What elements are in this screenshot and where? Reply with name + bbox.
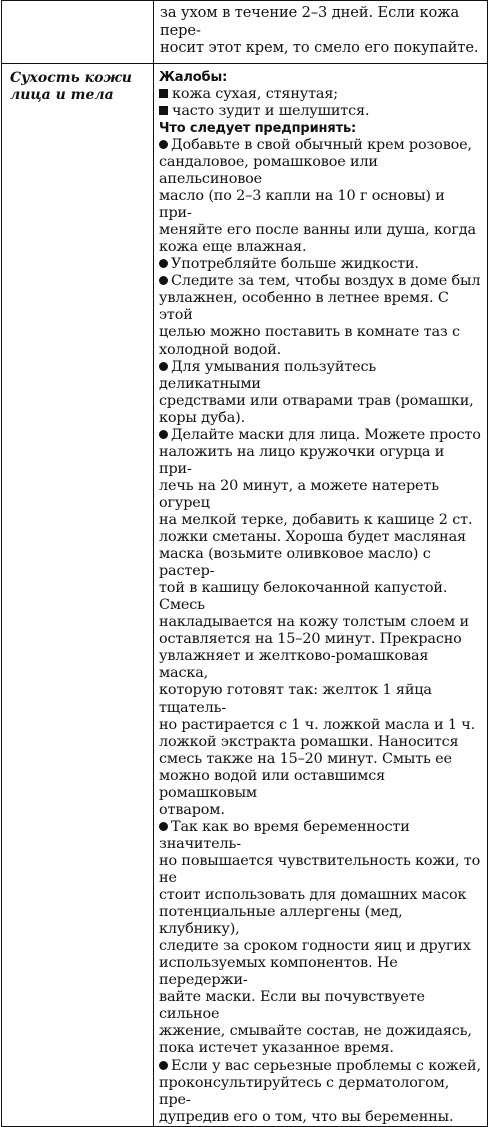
action-text: которую готовят так: желток 1 яйца тщатель- xyxy=(159,682,432,716)
round-bullet-icon xyxy=(159,1061,168,1070)
action-item xyxy=(159,427,481,819)
action-text: коры дуба). xyxy=(159,409,246,426)
action-line xyxy=(159,580,481,614)
action-line xyxy=(159,1040,481,1057)
round-bullet-icon xyxy=(159,140,168,149)
action-line xyxy=(159,239,481,256)
condition-line: Сухость кожи xyxy=(10,69,132,86)
action-text: пока истечет указанное время. xyxy=(159,1040,394,1057)
action-line xyxy=(159,631,481,648)
action-text: ложкой экстракта ромашки. Наносится xyxy=(159,733,459,750)
action-item xyxy=(159,359,481,427)
complaints-heading: Жалобы: xyxy=(159,69,228,85)
action-text: жжение, смывайте состав, не дожидаясь, xyxy=(159,1023,472,1040)
action-line xyxy=(159,768,481,802)
action-line xyxy=(159,137,481,154)
square-bullet-icon xyxy=(159,106,168,115)
action-line xyxy=(159,717,481,734)
action-line xyxy=(159,359,481,393)
action-line xyxy=(159,290,481,324)
action-line xyxy=(159,751,481,768)
action-line xyxy=(159,819,481,853)
action-text: используемых компонентов. Не передержи- xyxy=(159,955,398,989)
action-text: увлажнен, особенно в летнее время. С этой xyxy=(159,290,449,324)
action-line xyxy=(159,410,481,427)
round-bullet-icon xyxy=(159,430,168,439)
action-line xyxy=(159,512,481,529)
action-text: маска (возьмите оливковое масло) с растер- xyxy=(159,546,431,580)
action-text: на мелкой терке, добавить к кашице 2 ст. xyxy=(159,512,473,528)
condition-title xyxy=(2,64,153,105)
advice-body xyxy=(154,64,487,1126)
action-text: Делайте маски для лица. Можете просто xyxy=(171,426,481,443)
action-text: отваром. xyxy=(159,801,225,818)
action-text: но растирается с 1 ч. ложкой масла и 1 ч. xyxy=(159,716,476,733)
action-text: кожа еще влажная. xyxy=(159,239,307,256)
action-line xyxy=(159,1075,481,1109)
action-line xyxy=(159,529,481,546)
complaint-item xyxy=(159,103,481,120)
action-line xyxy=(159,853,481,887)
action-text: той в кашицу белокочанной капустой. Смесь xyxy=(159,580,448,614)
action-line xyxy=(159,478,481,512)
action-item xyxy=(159,819,481,1058)
action-text: накладывается на кожу толстым слоем и xyxy=(159,614,469,631)
action-text: вайте маски. Если вы почувствуете сильное xyxy=(159,989,425,1023)
action-text: холодной водой. xyxy=(159,341,282,358)
action-line xyxy=(159,802,481,819)
round-bullet-icon xyxy=(159,362,168,371)
action-line xyxy=(159,546,481,580)
round-bullet-icon xyxy=(159,822,168,831)
round-bullet-icon xyxy=(159,259,168,268)
action-line xyxy=(159,904,481,938)
action-line xyxy=(159,393,481,410)
actions-heading: Что следует предпринять: xyxy=(159,120,357,136)
action-text: целью можно поставить в комнате таз с xyxy=(159,324,460,341)
action-line xyxy=(159,324,481,341)
action-line xyxy=(159,648,481,682)
action-text: масло (по 2–3 капли на 10 г основы) и при- xyxy=(159,188,445,222)
actions-list xyxy=(159,137,481,1126)
complaint-text: часто зудит и шелушится. xyxy=(172,102,370,119)
empty-condition-cell xyxy=(2,1,154,64)
advice-table xyxy=(1,0,488,1127)
action-line xyxy=(159,938,481,955)
action-line xyxy=(159,427,481,444)
action-text: потенциальные аллергены (мед, клубнику), xyxy=(159,904,403,938)
complaint-text: кожа сухая, стянутая; xyxy=(172,85,338,102)
action-text: оставляется на 15–20 минут. Прекрасно xyxy=(159,631,462,648)
action-line xyxy=(159,444,481,478)
action-item xyxy=(159,137,481,256)
action-text: проконсультируйтесь с дерматологом, пре- xyxy=(159,1074,450,1108)
action-text: Добавьте в свой обычный крем розовое, xyxy=(171,136,472,153)
action-text: Если у вас серьезные проблемы с кожей, xyxy=(171,1057,481,1074)
action-text: следите за сроком годности яиц и других xyxy=(159,938,471,955)
action-line xyxy=(159,734,481,751)
continuation-cell xyxy=(154,1,488,64)
action-line xyxy=(159,222,481,239)
action-line xyxy=(159,682,481,716)
action-text: Употребляйте больше жидкости. xyxy=(171,256,419,273)
action-line xyxy=(159,1023,481,1040)
action-text: Для умывания пользуйтесь деликатными xyxy=(159,358,377,392)
action-item xyxy=(159,273,481,358)
continuation-text xyxy=(154,1,487,63)
complaint-item xyxy=(159,86,481,103)
action-text: ложки сметаны. Хороша будет масляная xyxy=(159,529,466,546)
action-line xyxy=(159,1058,481,1075)
action-text: можно водой или оставшимся ромашковым xyxy=(159,767,386,801)
condition-cell xyxy=(2,63,154,1126)
action-text: меняйте его после ванны или душа, когда xyxy=(159,222,476,239)
action-text: сандаловое, ромашковое или апельсиновое xyxy=(159,154,378,188)
continuation-line: за ухом в течение 2–3 дней. Если кожа пере- xyxy=(160,4,460,39)
continuation-line: носит этот крем, то смело его покупайте. xyxy=(160,39,479,57)
action-text: стоит использовать для домашних масок xyxy=(159,887,467,904)
condition-line: лица и тела xyxy=(10,87,114,104)
advice-cell xyxy=(154,63,488,1126)
action-text: Следите за тем, чтобы воздух в доме был xyxy=(171,273,481,290)
action-text: смесь также на 15–20 минут. Смыть ее xyxy=(159,750,452,767)
action-item xyxy=(159,1058,481,1126)
action-line xyxy=(159,1109,481,1126)
action-line xyxy=(159,887,481,904)
action-text: но повышается чувствительность кожи, то не xyxy=(159,852,481,886)
action-line xyxy=(159,955,481,989)
round-bullet-icon xyxy=(159,276,168,285)
square-bullet-icon xyxy=(159,89,168,98)
action-line xyxy=(159,154,481,188)
action-text: увлажняет и желтково-ромашковая маска, xyxy=(159,648,429,682)
action-text: Так как во время беременности значитель- xyxy=(159,818,410,852)
action-line xyxy=(159,256,481,273)
action-text: дупредив его о том, что вы беременны. xyxy=(159,1108,454,1125)
action-line xyxy=(159,342,481,359)
action-text: средствами или отварами трав (ромашки, xyxy=(159,392,474,409)
action-line xyxy=(159,188,481,222)
complaints-list xyxy=(159,86,481,120)
action-line xyxy=(159,989,481,1023)
table-row-continuation xyxy=(2,1,488,64)
action-line xyxy=(159,614,481,631)
action-item xyxy=(159,256,481,273)
action-line xyxy=(159,273,481,290)
action-text: лечь на 20 минут, а можете натереть огурец xyxy=(159,477,439,511)
action-text: наложить на лицо кружочки огурца и при- xyxy=(159,443,445,477)
table-row-dry-skin xyxy=(2,63,488,1126)
